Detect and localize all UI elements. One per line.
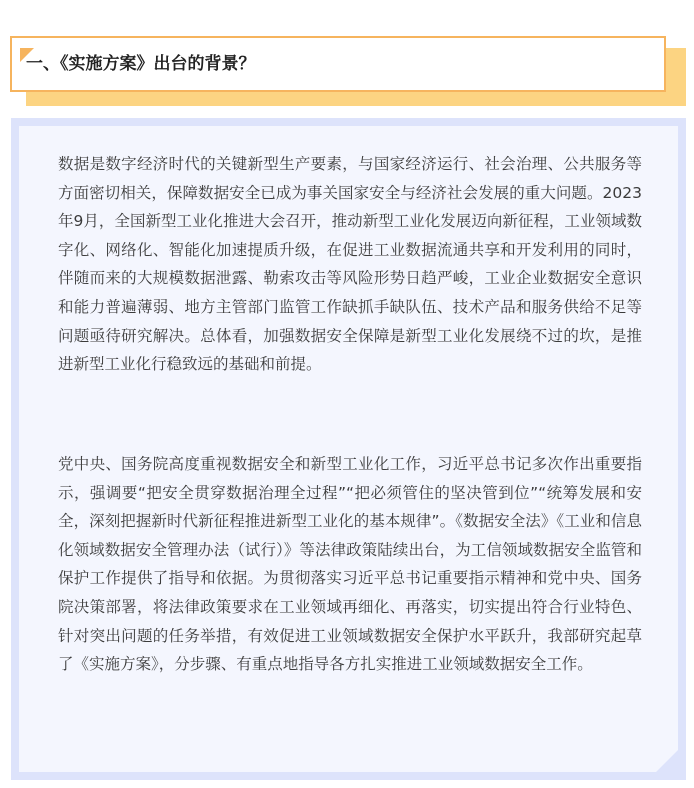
paragraph-policy: 党中央、国务院高度重视数据安全和新型工业化工作，习近平总书记多次作出重要指示，强调要“把安全贯穿数据治理全过程”“把必须管住的坚决管到位”“统筹发展和安全，深刻把握新时代新征程推进新型工业化的基本规律”。《数据安全法》《工业和信息化领域数据安全管理办法（试行）》等法律政策陆续出台，为工信领域数据安全监管和保护工作提供了指导和依据。为贯彻落实习近平总书记重要指示精神和党中央、国务院决策部署，将法律政策要求在工业领域再细化、再落实，切实提出符合行业特色、针对突出问题的任务举措，有效促进工业领域数据安全保护水平跃升，我部研究起草了《实施方案》，分步骤、有重点地指导各方扎实推进工业领域数据安全工作。: [58, 455, 642, 674]
section-heading: 一、《实施方案》出台的背景？: [26, 54, 256, 74]
page-fold-decoration: [656, 750, 678, 772]
section-heading-box: [10, 36, 666, 92]
paragraph-background: 数据是数字经济时代的关键新型生产要素，与国家经济运行、社会治理、公共服务等方面密切相关，保障数据安全已成为事关国家安全与经济社会发展的重大问题。2023年9月，全国新型工业化推进大会召开，推动新型工业化发展迈向新征程，工业领域数字化、网络化、智能化加速提质升级，在促进工业数据流通共享和开发利用的同时，伴随而来的大规模数据泄露、勒索攻击等风险形势日趋严峻，工业企业数据安全意识和能力普遍薄弱、地方主管部门监管工作缺抓手缺队伍、技术产品和服务供给不足等问题亟待研究解决。总体看，加强数据安全保障是新型工业化发展绕不过的坎，是推进新型工业化行稳致远的基础和前提。: [58, 155, 642, 374]
